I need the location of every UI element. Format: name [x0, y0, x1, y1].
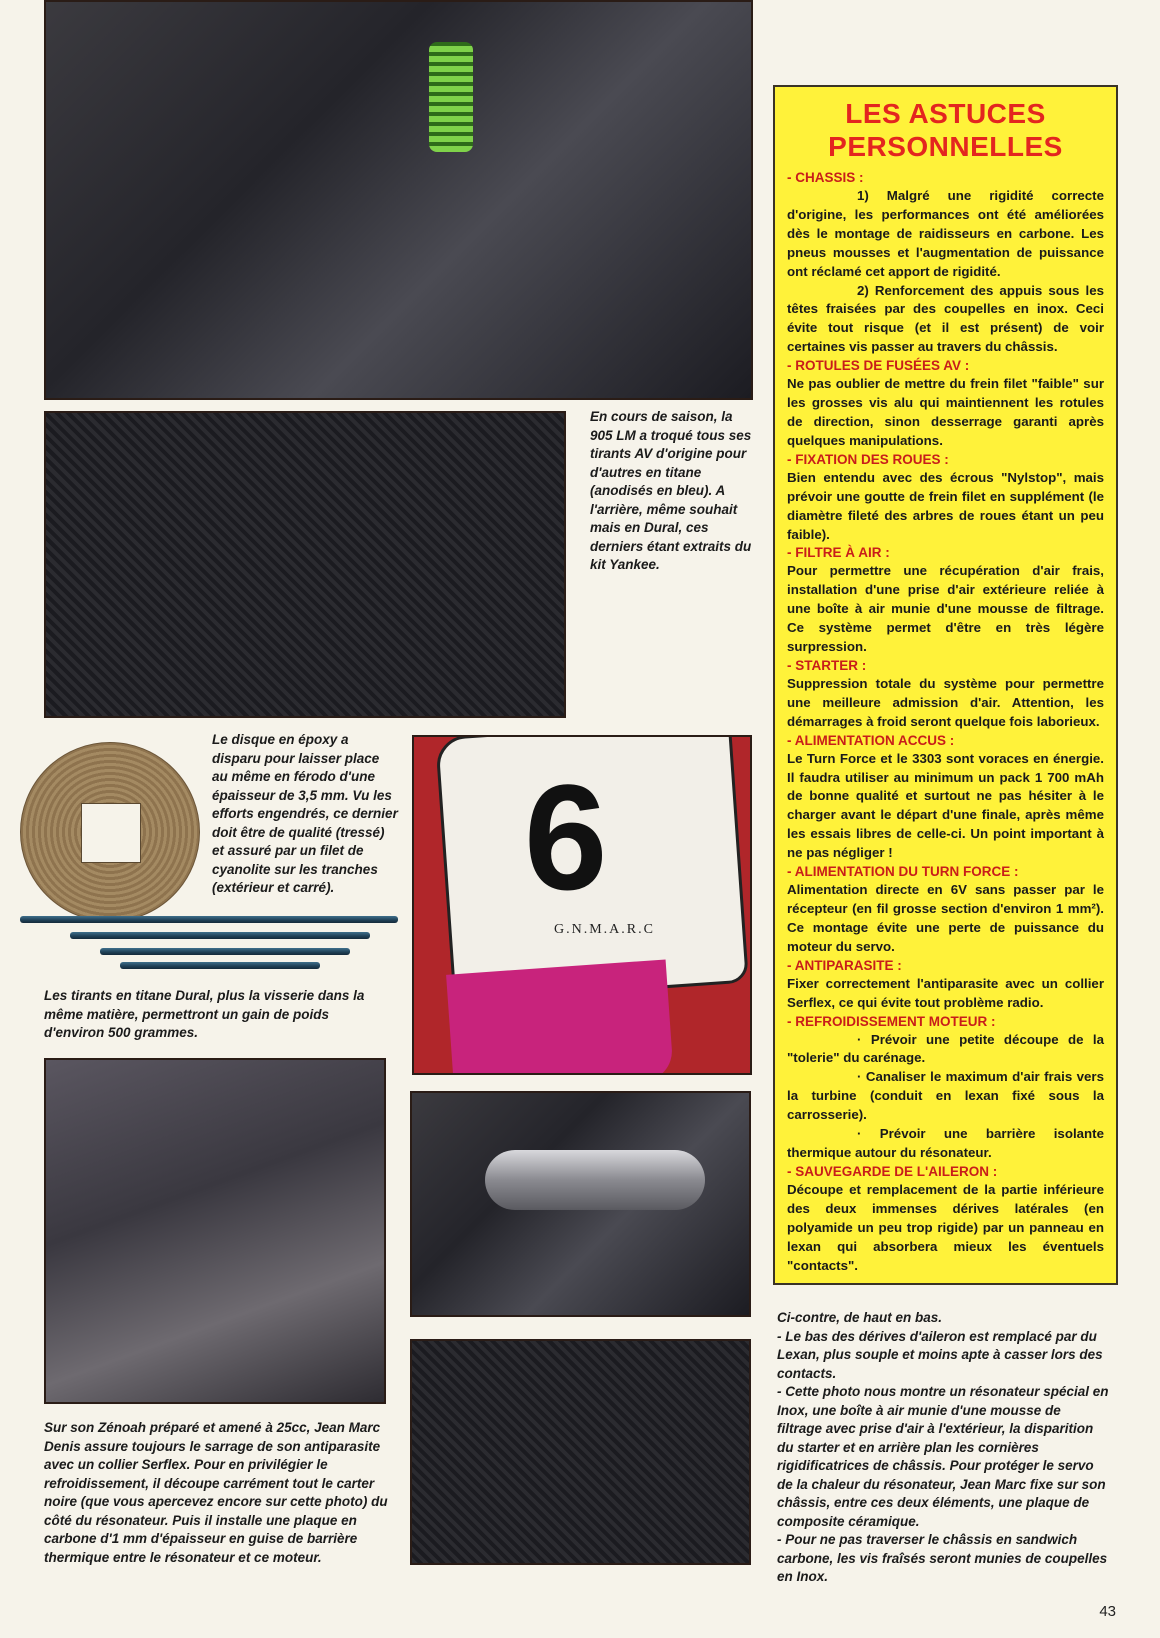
- section-aileron: [787, 1163, 1104, 1276]
- section-starter: [787, 657, 1104, 732]
- photo-race-number-fin: [412, 735, 752, 1075]
- caption-tirants-titane: Les tirants en titane Dural, plus la visserie dans la même matière, permettront un gain de poids d'environ 500 grammes.: [44, 988, 365, 1040]
- section-text: Le Turn Force et le 3303 sont voraces en énergie. Il faudra utiliser au minimum un pack 1 700 mAh de bonne qualité et surtout ne pas hésiter à le charger avant le départ d'une finale, après même les essais libres de celle-ci. Un point important à ne pas négliger !: [787, 750, 1104, 861]
- race-number: 6: [524, 753, 608, 921]
- section-text: Découpe et remplacement de la partie inférieure des deux immenses dérives latérales (en polyamide un peu trop rigide) par un panneau en lexan qui absorbera mieux les éventuels "contacts".: [787, 1181, 1104, 1273]
- section-alimentation-accus: [787, 732, 1104, 863]
- section-fixation-roues: [787, 451, 1104, 545]
- section-text: Pour permettre une récupération d'air frais, installation d'une prise d'air extérieure reliée à une boîte à air munie d'une mousse de filtrage. Ce système permet d'être en très légère surpression.: [787, 563, 1104, 655]
- section-text: Bien entendu avec des écrous "Nylstop", mais prévoir une goutte de frein filet en supplément (le diamètre fileté des arbres de roues étant un peu faible).: [787, 469, 1104, 542]
- section-text: · Canaliser le maximum d'air frais vers la turbine (conduit en lexan fixé sous la carrosserie).: [787, 1069, 1104, 1123]
- rod: [70, 932, 370, 939]
- caption-zenoah: Sur son Zénoah préparé et amené à 25cc, Jean Marc Denis assure toujours le sarrage de son antiparasite avec un collier Serflex. Pour en privilégier le refroidissement, il découpe carrément tout le carter noire (que vous apercevez encore sur cette photo) du côté du résonateur. Puis il installe une plaque en carbone d'1 mm d'épaisseur en guise de barrière thermique entre le résonateur et ce moteur.: [44, 1420, 388, 1565]
- section-text: Ne pas oublier de mettre du frein filet "faible" sur les grosses vis alu qui maintiennent les rotules de direction, sinon desserrage garanti après quelques manipulations.: [787, 376, 1104, 448]
- rod: [100, 948, 350, 955]
- section-text: Fixer correctement l'antiparasite avec un collier Serflex, ce qui évite tout problème radio.: [787, 975, 1104, 1010]
- section-text: 1) Malgré une rigidité correcte d'origine, les performances ont été améliorées dès le montage de raidisseurs en carbone. Les pneus mousses et l'augmentation de puissance ont réclamé cet apport de rigidité.: [787, 188, 1104, 279]
- section-filtre-air: [787, 544, 1104, 657]
- rod: [120, 962, 320, 969]
- section-heading: - FILTRE À AIR :: [787, 545, 890, 561]
- section-heading: - ANTIPARASITE :: [787, 957, 902, 973]
- caption-tirants-av: En cours de saison, la 905 LM a troqué tous ses tirants AV d'origine pour d'autres en titane (anodisés en bleu). A l'arrière, même souhait mais en Dural, ces derniers étant extraits du kit Yankee.: [590, 409, 752, 572]
- page-number: 43: [1099, 1603, 1116, 1620]
- section-rotules: [787, 357, 1104, 451]
- section-antiparasite: [787, 957, 1104, 1013]
- section-text: · Prévoir une petite découpe de la "tolerie" du carénage.: [787, 1031, 1104, 1066]
- section-alimentation-turn-force: [787, 863, 1104, 957]
- section-heading: - SAUVEGARDE DE L'AILERON :: [787, 1163, 998, 1179]
- resonator-pipe: [485, 1150, 705, 1210]
- tips-sidebar: [773, 85, 1118, 1285]
- section-refroidissement: [787, 1013, 1104, 1163]
- section-text: 2) Renforcement des appuis sous les têtes fraisées par des coupelles en inox. Ceci évite tout risque (et il est présent) de voir certaines vis passer au travers du châssis.: [787, 282, 1104, 355]
- photo-front-suspension: [44, 0, 753, 400]
- photo-clutch-disc: [20, 742, 200, 922]
- section-chassis: [787, 169, 1104, 357]
- section-heading: - ROTULES DE FUSÉES AV :: [787, 358, 970, 374]
- caption-ci-contre: Ci-contre, de haut en bas. - Le bas des dérives d'aileron est remplacé par du Lexan, plus souple et moins apte à casser lors des contacts. - Cette photo nous montre un résonateur spécial en Inox, une boîte à air munie d'une mousse de filtrage avec prise d'air à l'extérieur, la disparition du starter et en arrière plan les cornières rigidificatrices de châssis. Pour protéger le servo de la chaleur du résonateur, Jean Marc fixe sur son châssis, entre ces deux éléments, une plaque de composite céramique. - Pour ne pas traverser le châssis en sandwich carbone, les vis fraîsés seront munies de coupelles en Inox.: [777, 1310, 1109, 1584]
- section-text: Alimentation directe en 6V sans passer par le récepteur (en fil grosse section d'environ 1 mm²). Ce montage évite une perte de puissance du moteur du servo.: [787, 882, 1104, 954]
- section-text: Suppression totale du système pour permettre une meilleure admission d'air. Attention, les démarrages à froid seront quelque fois laborieux.: [787, 675, 1104, 729]
- lexan-pink-panel: [446, 959, 674, 1075]
- photo-front-tie-rods: [44, 411, 566, 718]
- photo-zenoah-engine: [44, 1058, 386, 1404]
- plate-text: G.N.M.A.R.C: [554, 922, 655, 937]
- section-text: · Prévoir une barrière isolante thermique autour du résonateur.: [787, 1126, 1104, 1160]
- photo-titanium-rods: [20, 912, 400, 972]
- caption-disque: Le disque en époxy a disparu pour laisser place au même en férodo d'une épaisseur de 3,5 mm. Vu les efforts engendrés, ce dernier doit être de qualité (tressé) et assuré par un filet de cyanolite sur les tranches (extérieur et carré).: [212, 732, 398, 895]
- photo-carbon-chassis: [410, 1339, 751, 1565]
- section-heading: - ALIMENTATION ACCUS :: [787, 732, 955, 748]
- section-heading: - REFROIDISSEMENT MOTEUR :: [787, 1013, 996, 1029]
- section-heading: - STARTER :: [787, 657, 867, 673]
- sidebar-title: LES ASTUCES PERSONNELLES: [828, 98, 1063, 162]
- section-heading: - CHASSIS :: [787, 170, 864, 185]
- disc-square-hole: [81, 803, 141, 863]
- section-heading: - ALIMENTATION DU TURN FORCE :: [787, 864, 1019, 880]
- green-shock-absorber: [429, 42, 473, 152]
- rod: [20, 916, 398, 923]
- section-heading: - FIXATION DES ROUES :: [787, 451, 949, 467]
